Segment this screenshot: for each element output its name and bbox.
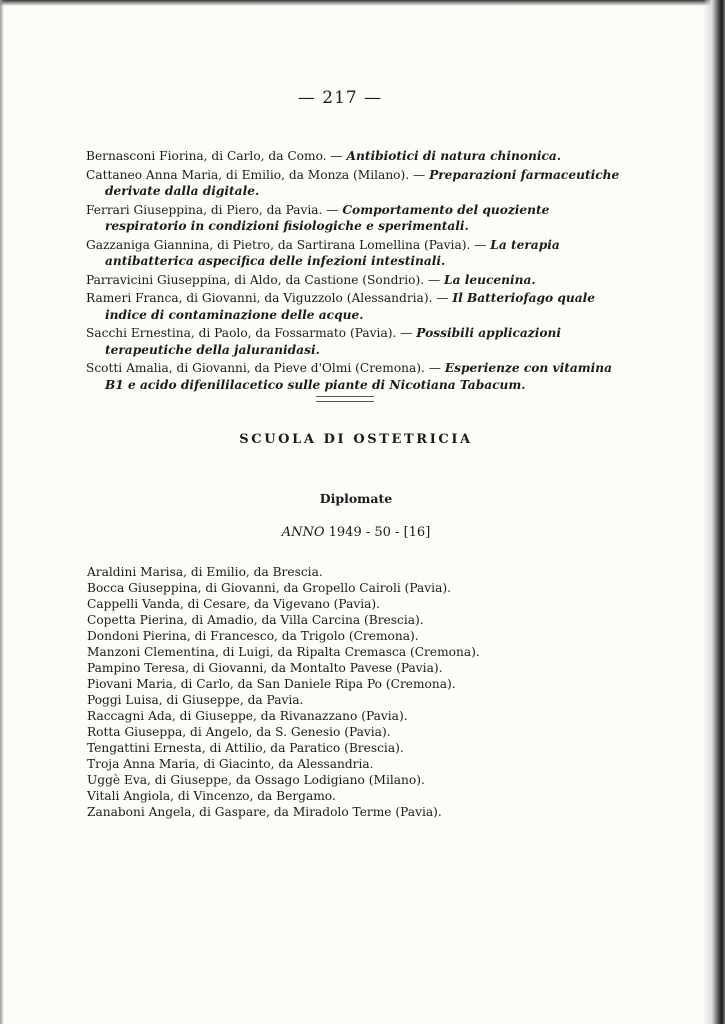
list-item: Troja Anna Maria, di Giacinto, da Alessandria.: [87, 757, 374, 771]
thesis-entry: [86, 237, 626, 270]
thesis-title: Comportamento del quoziente respiratorio in condizioni fisiologiche e sperimentali.: [105, 202, 550, 233]
list-item: Poggi Luisa, di Giuseppe, da Pavia.: [87, 693, 304, 707]
list-item: Vitali Angiola, di Vincenzo, da Bergamo.: [87, 789, 336, 803]
thesis-author: Bernasconi Fiorina, di Carlo, da Como. —: [86, 149, 343, 163]
thesis-entry: [86, 290, 626, 323]
page-top-edge: [0, 0, 725, 6]
thesis-title: Il Batteriofago quale indice di contaminazione delle acque.: [105, 291, 596, 322]
year-value: 1949 - 50 - [16]: [328, 525, 431, 540]
thesis-title: Preparazioni farmaceutiche derivate dalla digitale.: [105, 167, 620, 198]
thesis-author: Sacchi Ernestina, di Paolo, da Fossarmato (Pavia). —: [86, 326, 413, 340]
list-item: Piovani Maria, di Carlo, da San Daniele Ripa Po (Cremona).: [87, 677, 456, 691]
list-item: Bocca Giuseppina, di Giovanni, da Gropello Cairoli (Pavia).: [87, 581, 451, 595]
thesis-author: Ferrari Giuseppina, di Piero, da Pavia. —: [86, 202, 339, 217]
thesis-list: [86, 148, 626, 395]
page-left-edge: [0, 0, 4, 1024]
list-item: Cappelli Vanda, di Cesare, da Vigevano (Pavia).: [87, 597, 381, 611]
page-binding-edge: [703, 0, 725, 1024]
year-line: [0, 525, 712, 540]
thesis-author: Gazzaniga Giannina, di Pietro, da Sartirana Lomellina (Pavia). —: [86, 237, 487, 252]
year-label: ANNO: [281, 525, 325, 540]
section-title: SCUOLA DI OSTETRICIA: [239, 432, 473, 447]
thesis-title: Esperienze con vitamina B1 e acido difenililacetico sulle piante di Nicotiana Tabacum.: [105, 361, 613, 392]
list-item: Tengattini Ernesta, di Attilio, da Paratico (Brescia).: [87, 741, 404, 755]
thesis-entry: [86, 202, 626, 235]
subsection-title: Diplomate: [319, 491, 393, 506]
thesis-title: La leucenina.: [444, 272, 536, 287]
list-item: Dondoni Pierina, di Francesco, da Trigolo (Cremona).: [87, 629, 419, 643]
thesis-author: Parravicini Giuseppina, di Aldo, da Castione (Sondrio). —: [86, 272, 441, 287]
list-item: Uggè Eva, di Giuseppe, da Ossago Lodigiano (Milano).: [87, 773, 425, 787]
list-item: Raccagni Ada, di Giuseppe, da Rivanazzano (Pavia).: [87, 709, 408, 723]
thesis-author: Scotti Amalia, di Giovanni, da Pieve d'Olmi (Cremona). —: [86, 361, 441, 375]
page-number: — 217 —: [297, 88, 383, 108]
list-item: Araldini Marisa, di Emilio, da Brescia.: [87, 565, 323, 579]
thesis-author: Cattaneo Anna Maria, di Emilio, da Monza (Milano). —: [86, 167, 426, 182]
thesis-entry: [86, 325, 626, 358]
thesis-entry: [86, 272, 626, 289]
thesis-author: Rameri Franca, di Giovanni, da Viguzzolo (Alessandria). —: [86, 291, 449, 305]
thesis-entry: [86, 360, 626, 393]
graduate-list: [87, 564, 567, 820]
thesis-entry: [86, 148, 626, 165]
list-item: Pampino Teresa, di Giovanni, da Montalto Pavese (Pavia).: [87, 661, 443, 675]
thesis-title: Antibiotici di natura chinonica.: [346, 149, 562, 163]
thesis-title: Possibili applicazioni terapeutiche della jaluranidasi.: [105, 326, 561, 357]
section-divider: [316, 396, 374, 402]
list-item: Copetta Pierina, di Amadio, da Villa Carcina (Brescia).: [87, 613, 424, 627]
thesis-title: La terapia antibatterica aspecifica delle infezioni intestinali.: [105, 237, 560, 268]
thesis-entry: [86, 167, 626, 200]
list-item: Zanaboni Angela, di Gaspare, da Miradolo Terme (Pavia).: [87, 805, 442, 819]
list-item: Rotta Giuseppa, di Angelo, da S. Genesio (Pavia).: [87, 725, 391, 739]
list-item: Manzoni Clementina, di Luigi, da Ripalta Cremasca (Cremona).: [87, 645, 480, 659]
